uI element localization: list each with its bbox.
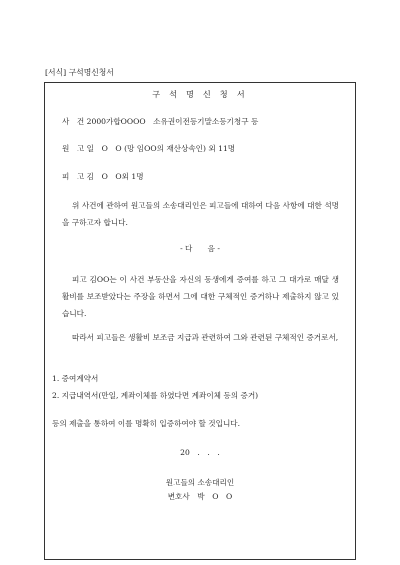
document-title: 구 석 명 신 청 서 (152, 89, 248, 99)
body-paragraph-1: 피고 김OO는 이 사건 부동산을 자신의 동생에게 증여를 하고 그 대가로 매달 생활비를 보조받았다는 주장을 하면서 그에 대한 구체적인 증거하나 제출하지 않고 있습니다. (62, 275, 339, 318)
date-line: 20 . . . (180, 448, 220, 457)
closing-line: 등의 제출을 통하여 이를 명확히 입증하여야 할 것입니다. (52, 419, 241, 428)
case-line: 사 건 2000가합OOOO 소유권이전등기말소등기청구 등 (62, 117, 259, 126)
signer-name: 변호사 박 O O (167, 492, 233, 501)
signer-role: 원고들의 소송대리인 (165, 478, 235, 487)
list-item-1: 1. 증여계약서 (52, 374, 99, 383)
defendant-line: 피 고 김 O O외 1명 (62, 172, 144, 181)
body-paragraph-2: 따라서 피고들은 생활비 보조금 지급과 관련하여 그와 관련된 구체적인 증거로서, (72, 333, 339, 342)
next-heading: - 다 음 - (180, 244, 220, 253)
list-item-2: 2. 지급내역서(만일, 계좌이체를 하였다면 계좌이체 등의 증거) (52, 391, 259, 400)
plaintiff-line: 원 고 일 O O (망 임OO의 재산상속인) 외 11명 (62, 144, 236, 153)
form-label: [서식] 구석명신청서 (45, 68, 114, 77)
document-box (44, 82, 356, 560)
intro-paragraph: 위 사건에 관하여 원고들의 소송대리인은 피고들에 대하여 다음 사항에 대한 석명을 구하고자 합니다. (62, 201, 339, 227)
